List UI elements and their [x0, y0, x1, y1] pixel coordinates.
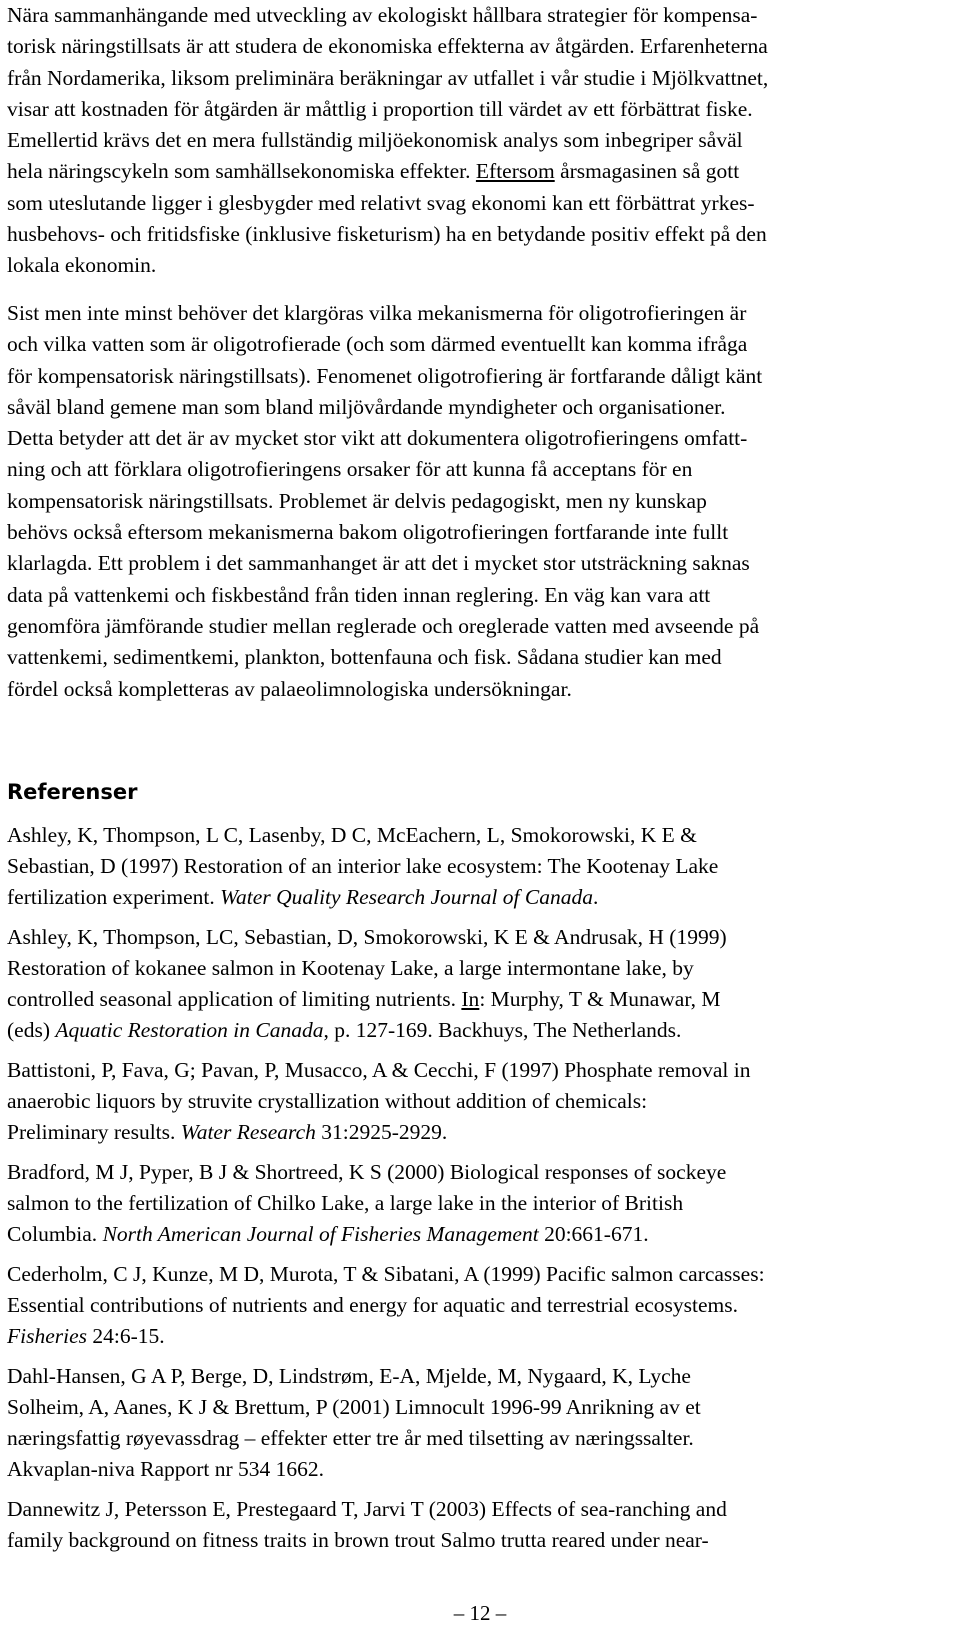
- text-line: hela näringscykeln som samhällsekonomiska effekter. Eftersom årsmagasinen så gott: [7, 159, 740, 184]
- book-title: Aquatic Restoration in Canada: [55, 1018, 324, 1042]
- text-line: som uteslutande ligger i glesbygder med relativt svag ekonomi kan ett förbättrat yrkes-: [7, 190, 755, 215]
- reference-item: Cederholm, C J, Kunze, M D, Murota, T & Sibatani, A (1999) Pacific salmon carcasses: Essential contributions of nutrients and energy for aquatic and terrestrial ecosystems. Fisheries 24:6-15.: [7, 1262, 765, 1348]
- text-line: genomföra jämförande studier mellan reglerade och oreglerade vatten med avseende på: [7, 613, 760, 638]
- text-line: husbehovs- och fritidsfiske (inklusive fisketurism) ha en betydande positiv effekt på den: [7, 222, 767, 247]
- text-line: klarlagda. Ett problem i det sammanhanget är att det i mycket stor utsträckning saknas: [7, 551, 750, 576]
- page-number: – 12 –: [453, 1601, 507, 1625]
- text-line: kompensatorisk näringstillsats. Problemet är delvis pedagogiskt, men ny kunskap: [7, 488, 707, 513]
- reference-item: Bradford, M J, Pyper, B J & Shortreed, K S (2000) Biological responses of sockeye salmon to the fertilization of Chilko Lake, a large lake in the interior of British Columbia. North American Journal of Fisheries Management 20:661-671.: [7, 1160, 727, 1246]
- underlined-word: Eftersom: [475, 159, 555, 184]
- text-line: Sist men inte minst behöver det klargöras vilka mekanismerna för oligotrofieringen är: [7, 301, 747, 325]
- paragraph-oligotrophication: [7, 298, 949, 705]
- reference-item: Battistoni, P, Fava, G; Pavan, P, Musacco, A & Cecchi, F (1997) Phosphate removal in anaerobic liquors by struvite crystallization without addition of chemicals: Preliminary results. Water Research 31:2925-2929.: [7, 1058, 751, 1144]
- text-line: fördel också kompletteras av palaeolimnologiska undersökningar.: [7, 676, 572, 701]
- text-line: lokala ekonomin.: [7, 253, 157, 278]
- text-line: från Nordamerika, liksom preliminära beräkningar av utfallet i vår studie i Mjölkvattnet,: [7, 65, 769, 90]
- text-line: vattenkemi, sedimentkemi, plankton, bottenfauna och fisk. Sådana studier kan med: [7, 645, 722, 670]
- text-line: visar att kostnaden för åtgärden är måttlig i proportion till värdet av ett förbättrat fiske.: [7, 96, 753, 121]
- in-marker: In: [461, 987, 480, 1011]
- text-line: behövs också eftersom mekanismerna bakom oligotrofieringen fortfarande inte fullt: [7, 520, 729, 545]
- text-line: såväl bland gemene man som bland miljövårdande myndigheter och organisationer.: [7, 394, 726, 419]
- text-line: och vilka vatten som är oligotrofierade (och som därmed eventuellt kan komma ifråga: [7, 332, 748, 357]
- journal-title: Fisheries: [7, 1324, 88, 1348]
- text-line: ning och att förklara oligotrofieringens orsaker för att kunna få acceptans för en: [7, 457, 693, 482]
- text-line: för kompensatorisk näringstillsats). Fenomenet oligotrofiering är fortfarande dåligt känt: [7, 363, 763, 388]
- reference-item: Dannewitz J, Petersson E, Prestegaard T, Jarvi T (2003) Effects of sea-ranching and family background on fitness traits in brown trout Salmo trutta reared under near-: [7, 1497, 727, 1552]
- reference-list: [7, 820, 952, 1565]
- text-line: Emellertid krävs det en mera fullständig miljöekonomisk analys som inbegriper såväl: [7, 128, 743, 153]
- text-line: torisk näringstillsats är att studera de ekonomiska effekterna av åtgärden. Erfarenheterna: [7, 34, 768, 59]
- journal-title: Water Research: [180, 1120, 316, 1144]
- reference-item: Dahl-Hansen, G A P, Berge, D, Lindstrøm, E-A, Mjelde, M, Nygaard, K, Lyche Solheim, A, Aanes, K J & Brettum, P (2001) Limnocult 1996-99 Anrikning av et næringsfattig røyevassdrag – effekter etter tre år med tilsetting av næringssalter. Akvaplan-niva Rapport nr 534 1662.: [7, 1364, 701, 1481]
- reference-item: Ashley, K, Thompson, LC, Sebastian, D, Smokorowski, K E & Andrusak, H (1999) Restoration of kokanee salmon in Kootenay Lake, a large intermontane lake, by controlled seasonal application of limiting nutrients. In: Murphy, T & Munawar, M (eds) Aquatic Restoration in Canada, p. 127-169. Backhuys, The Netherlands.: [7, 925, 727, 1042]
- text-line: data på vattenkemi och fiskbestånd från tiden innan reglering. En väg kan vara att: [7, 582, 711, 607]
- journal-title: North American Journal of Fisheries Management: [102, 1222, 539, 1246]
- paragraph-economics: [7, 0, 949, 282]
- journal-title: Water Quality Research Journal of Canada: [220, 885, 593, 909]
- references-heading: Referenser: [7, 780, 138, 804]
- text-line: Detta betyder att det är av mycket stor vikt att dokumentera oligotrofieringens omfatt-: [7, 426, 748, 451]
- text-line: Nära sammanhängande med utveckling av ekologiskt hållbara strategier för kompensa-: [7, 3, 758, 27]
- reference-item: Ashley, K, Thompson, L C, Lasenby, D C, McEachern, L, Smokorowski, K E & Sebastian, D (1997) Restoration of an interior lake ecosystem: The Kootenay Lake fertilization experiment. Water Quality Research Journal of Canada.: [7, 823, 719, 909]
